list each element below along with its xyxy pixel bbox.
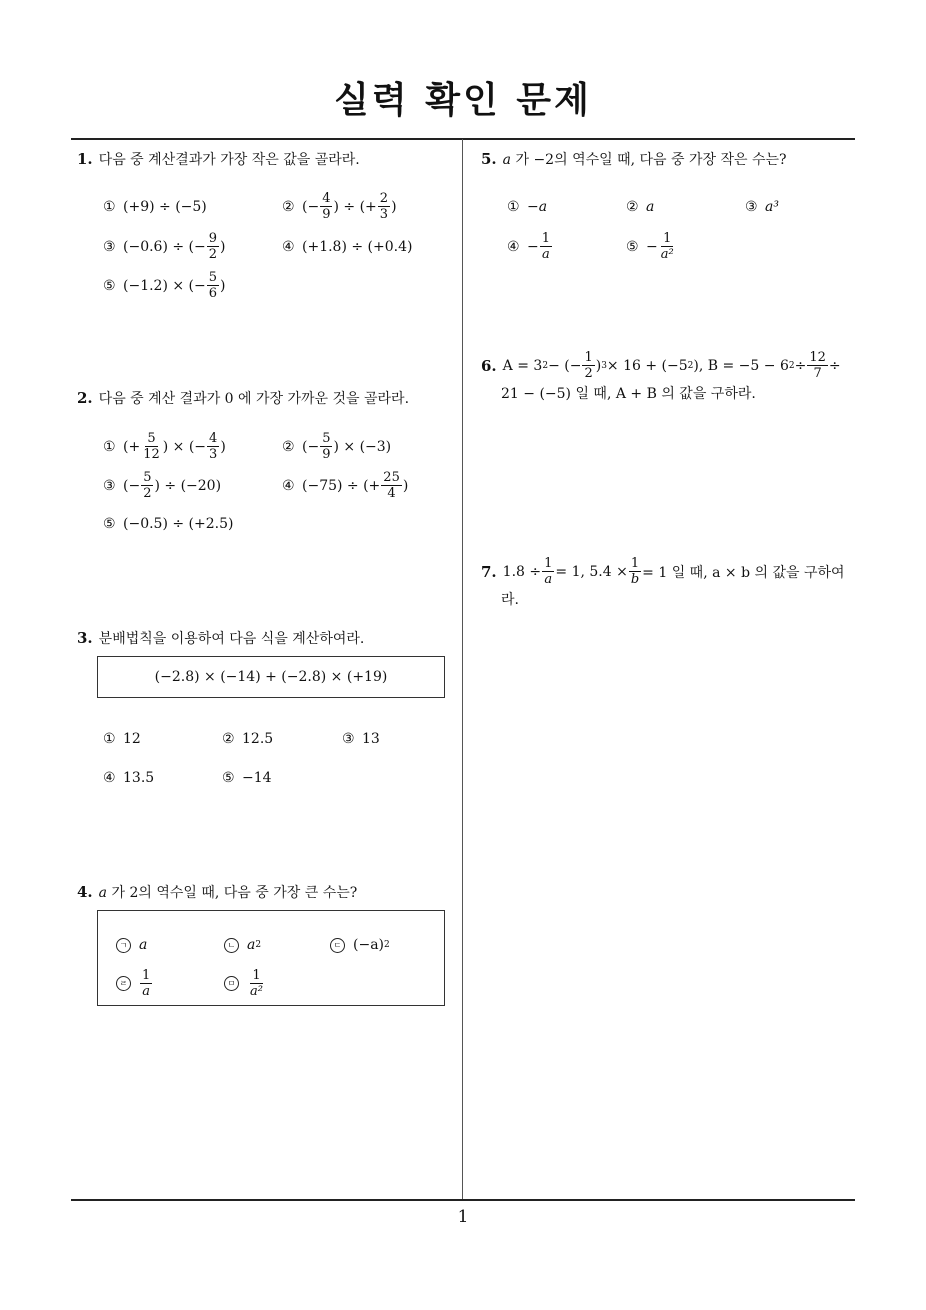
- question-text: 다음 중 계산결과가 가장 작은 값을 골라라.: [98, 152, 360, 168]
- numerator: 25: [383, 470, 400, 485]
- q3-option-2[interactable]: [222, 731, 273, 747]
- option-marker: ③: [342, 731, 355, 747]
- expr-part: − (−: [548, 357, 582, 374]
- option-marker: ㄹ: [116, 976, 131, 991]
- numerator: 1: [663, 231, 672, 246]
- option-value: 13.5: [123, 770, 155, 786]
- question-1: [77, 149, 360, 170]
- question-text: 21 − (−5) 일 때, A + B 의 값을 구하라.: [501, 386, 756, 402]
- numerator: 5: [143, 470, 152, 485]
- footer-rule: [71, 1199, 855, 1201]
- denominator: 2: [584, 366, 593, 381]
- option-marker: ①: [103, 438, 116, 455]
- question-2: [77, 388, 409, 409]
- fraction: [320, 191, 332, 222]
- option-marker: ①: [507, 199, 520, 215]
- exponent: 2: [788, 360, 795, 371]
- expression-box: [97, 656, 445, 698]
- numerator: 1: [630, 556, 640, 571]
- numerator: 1: [584, 350, 593, 365]
- q5-option-4[interactable]: [507, 231, 553, 262]
- q1-option-5[interactable]: [103, 270, 226, 301]
- fraction: [141, 431, 162, 462]
- sign: −: [646, 238, 658, 255]
- exponent: 2: [687, 360, 694, 371]
- numerator: 9: [208, 231, 218, 246]
- numerator: 5: [208, 270, 218, 285]
- option-marker: ②: [282, 438, 295, 455]
- q1-option-3[interactable]: [103, 231, 226, 262]
- question-number: 4.: [77, 883, 93, 901]
- denominator: 6: [208, 286, 218, 301]
- expr-part: ): [220, 277, 226, 294]
- option-value: 12: [123, 731, 141, 747]
- expr-part: (−: [123, 477, 141, 494]
- denominator: 7: [813, 366, 822, 381]
- denominator: 12: [143, 447, 160, 462]
- expr-part: ): [402, 477, 409, 494]
- option-marker: ㄱ: [116, 938, 131, 953]
- option-marker: ②: [222, 731, 235, 747]
- option-marker: ③: [103, 238, 116, 255]
- denominator: a²: [660, 247, 674, 262]
- page-number: 1: [457, 1207, 469, 1227]
- q1-option-1[interactable]: [103, 199, 207, 215]
- expr-part: A = 3: [502, 357, 543, 374]
- fraction: [659, 231, 676, 262]
- question-number: 6.: [481, 356, 497, 375]
- expr-part: ): [220, 438, 226, 455]
- q1-option-2[interactable]: [282, 191, 397, 222]
- expr-part: ) ÷ (+: [333, 198, 377, 215]
- option-marker: ④: [507, 238, 520, 255]
- expr-part: ÷: [828, 357, 841, 374]
- fraction: [378, 191, 390, 222]
- numerator: 12: [809, 350, 826, 365]
- expr-part: ): [595, 357, 602, 374]
- column-divider: [462, 139, 463, 1200]
- q4-option-5[interactable]: [224, 968, 266, 999]
- q3-option-5[interactable]: [222, 770, 272, 786]
- expr-part: 1.8 ÷: [502, 563, 542, 580]
- q2-option-1[interactable]: [103, 431, 226, 462]
- fraction: [320, 431, 332, 462]
- fraction: [629, 556, 641, 587]
- option-expression: (+1.8) ÷ (+0.4): [302, 239, 413, 255]
- q3-option-3[interactable]: [342, 731, 380, 747]
- expr-part: (−1.2) × (−: [123, 277, 206, 294]
- question-7: [481, 556, 845, 587]
- denominator: 9: [322, 207, 331, 222]
- numerator: 1: [544, 556, 553, 571]
- q2-option-4[interactable]: [282, 470, 408, 501]
- q5-option-1[interactable]: [507, 199, 547, 215]
- sign: −: [527, 238, 539, 255]
- denominator: 4: [387, 486, 396, 501]
- variable: a: [98, 885, 108, 901]
- q2-option-5[interactable]: [103, 516, 233, 532]
- page-title: 실력 확인 문제: [334, 80, 592, 121]
- expr-part: ÷: [794, 357, 807, 374]
- option-marker: ②: [282, 198, 295, 215]
- option-value: 13: [362, 731, 380, 747]
- header-rule: [71, 138, 855, 140]
- option-value: a: [646, 199, 655, 215]
- q4-option-4[interactable]: [116, 968, 153, 999]
- q2-option-3[interactable]: [103, 470, 221, 501]
- question-text: 다음 중 계산 결과가 0 에 가장 가까운 것을 골라라.: [98, 391, 410, 407]
- option-marker: ㅁ: [224, 976, 239, 991]
- option-value: 12.5: [242, 731, 274, 747]
- expr-part: = 1 일 때, a × b 의 값을 구하여: [642, 564, 845, 581]
- fraction: [207, 231, 219, 262]
- q4-option-3[interactable]: [330, 937, 390, 953]
- expr-part: ): [220, 238, 226, 255]
- denominator: a²: [250, 984, 263, 999]
- option-expression: (+9) ÷ (−5): [123, 199, 207, 215]
- question-number: 3.: [77, 629, 93, 647]
- option-expression: (−0.5) ÷ (+2.5): [123, 516, 234, 532]
- expr-part: ) × (−: [162, 438, 207, 455]
- fraction: [381, 470, 402, 501]
- q4-option-2[interactable]: [224, 937, 261, 953]
- question-number: 5.: [481, 150, 497, 168]
- option-marker: ③: [103, 477, 116, 494]
- exponent: 2: [384, 940, 390, 950]
- denominator: a: [142, 984, 151, 999]
- denominator: 3: [209, 447, 218, 462]
- expr-part: × 16 + (−5: [606, 357, 688, 374]
- expr-part: ) ÷ (−20): [154, 477, 222, 494]
- denominator: 2: [208, 247, 218, 262]
- option-base: a: [139, 937, 148, 953]
- fraction: [582, 350, 594, 381]
- option-marker: ④: [282, 477, 295, 494]
- option-value: a³: [765, 199, 779, 215]
- question-text: 가 2의 역수일 때, 다음 중 가장 큰 수는?: [107, 885, 358, 901]
- question-number: 7.: [481, 562, 497, 581]
- exponent: 2: [542, 360, 549, 371]
- option-marker: ⑤: [222, 770, 235, 786]
- expression: (−2.8) × (−14) + (−2.8) × (+19): [154, 669, 388, 685]
- denominator: b: [630, 572, 640, 587]
- expr-part: = 1, 5.4 ×: [555, 563, 628, 580]
- fraction: [207, 270, 219, 301]
- option-marker: ㄷ: [330, 938, 345, 953]
- question-5: [481, 149, 787, 170]
- option-marker: ⑤: [626, 238, 639, 255]
- question-text: 분배법칙을 이용하여 다음 식을 계산하여라.: [98, 631, 365, 647]
- denominator: 2: [143, 486, 152, 501]
- q4-option-1[interactable]: [116, 937, 147, 953]
- question-6: [481, 350, 841, 381]
- variable: a: [502, 152, 512, 168]
- fraction: [540, 231, 552, 262]
- option-marker: ①: [103, 199, 116, 215]
- question-number: 1.: [77, 150, 93, 168]
- numerator: 5: [147, 431, 156, 446]
- question-text: 가 −2의 역수일 때, 다음 중 가장 작은 수는?: [511, 152, 787, 168]
- expr-part: (+: [123, 438, 141, 455]
- option-marker: ③: [745, 199, 758, 215]
- expr-part: (−: [302, 198, 320, 215]
- fraction: [141, 470, 153, 501]
- numerator: 2: [379, 191, 389, 206]
- option-marker: ①: [103, 731, 116, 747]
- question-text: 라.: [501, 592, 519, 608]
- q3-option-1[interactable]: [103, 731, 141, 747]
- option-base: a: [247, 937, 256, 953]
- fraction: [248, 968, 265, 999]
- expr-part: ), B = −5 − 6: [693, 357, 789, 374]
- q3-option-4[interactable]: [103, 770, 154, 786]
- option-marker: ⑤: [103, 277, 116, 294]
- option-base: (−a): [353, 937, 385, 953]
- expr-part: (−75) ÷ (+: [302, 477, 381, 494]
- exponent: 3: [601, 360, 607, 371]
- question-6-line-2: [501, 384, 756, 404]
- expr-part: (−0.6) ÷ (−: [123, 238, 206, 255]
- numerator: 1: [541, 231, 551, 246]
- option-value: −a: [527, 199, 548, 215]
- numerator: 4: [322, 191, 331, 206]
- fraction: [207, 431, 219, 462]
- q5-option-2[interactable]: [626, 199, 654, 215]
- fraction: [140, 968, 152, 999]
- option-value: −14: [242, 770, 272, 786]
- denominator: a: [541, 247, 550, 262]
- q5-option-5[interactable]: [626, 231, 677, 262]
- option-marker: ④: [103, 770, 116, 786]
- question-3: [77, 628, 364, 649]
- denominator: 3: [379, 207, 389, 222]
- option-marker: ⑤: [103, 516, 116, 532]
- option-marker: ②: [626, 199, 639, 215]
- question-number: 2.: [77, 389, 93, 407]
- q1-option-4[interactable]: [282, 239, 412, 255]
- expr-part: ): [391, 198, 397, 215]
- denominator: a: [544, 572, 553, 587]
- expr-part: (−: [302, 438, 320, 455]
- question-7-line-2: [501, 590, 519, 610]
- numerator: 5: [322, 431, 331, 446]
- question-4: [77, 882, 357, 903]
- exponent: 2: [255, 940, 262, 950]
- q2-option-2[interactable]: [282, 431, 391, 462]
- fraction: [807, 350, 828, 381]
- numerator: 1: [252, 968, 261, 983]
- numerator: 4: [209, 431, 218, 446]
- option-marker: ㄴ: [224, 938, 239, 953]
- numerator: 1: [142, 968, 151, 983]
- expr-part: ) × (−3): [333, 438, 392, 455]
- option-marker: ④: [282, 239, 295, 255]
- denominator: 9: [322, 447, 331, 462]
- q5-option-3[interactable]: [745, 199, 779, 215]
- fraction: [542, 556, 554, 587]
